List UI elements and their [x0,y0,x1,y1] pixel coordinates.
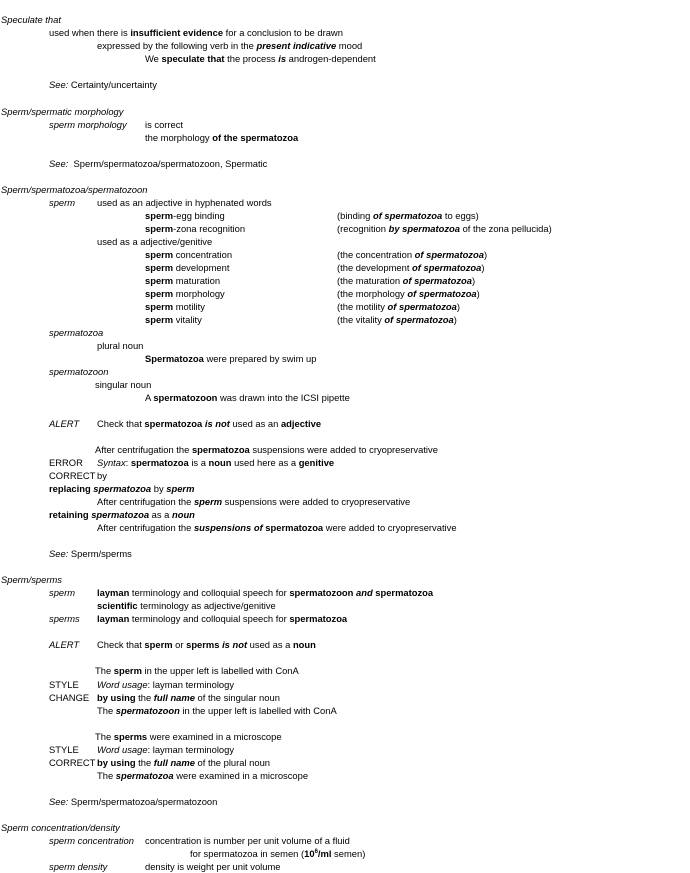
wrong-example: After centrifugation the spermatozoa suspensions were added to cryopreservative [95,444,438,455]
genitive-term: sperm maturation [145,275,221,286]
change-label: CHANGE [49,692,90,703]
alert-label: ALERT [49,639,80,650]
correct-by: by [97,470,107,481]
replacing-example: After centrifugation the sperm suspensions were added to cryopreservative [97,496,411,507]
alert-label: ALERT [49,418,80,429]
see-also-sperms[interactable]: See: Sperm/sperms [49,548,132,559]
term-sperm-concentration: sperm concentration [49,835,134,846]
genitive-term: sperm vitality [145,314,202,325]
wrong-example: The sperm in the upper left is labelled with ConA [95,665,299,676]
right-example: The spermatozoon in the upper left is labelled with ConA [97,705,337,716]
error-label: ERROR [49,457,83,468]
plural-example: Spermatozoa were prepared by swim up [145,353,317,364]
hyphen-term: sperm-zona recognition [145,223,246,234]
style-text: Word usage: layman terminology [97,744,235,755]
change-text: by using the full name of the singular noun [97,692,280,703]
alert-text: Check that sperm or sperms is not used as a noun [97,639,316,650]
term-sperms: sperms [49,613,80,624]
retaining-example: After centrifugation the suspensions of spermatozoa were added to cryopreservative [97,522,457,533]
genitive-gloss: (the concentration of spermatozoa) [337,249,488,260]
hyphen-gloss: (recognition by spermatozoa of the zona pellucida) [337,223,552,234]
definition-line: is correct [145,119,184,130]
genitive-gloss: (the maturation of spermatozoa) [337,275,476,286]
alert-text: Check that spermatozoa is not used as an adjective [97,418,322,429]
hyphen-term: sperm-egg binding [145,210,225,221]
genitive-term: sperm development [145,262,230,273]
definition-line: concentration is number per unit volume of a fluid [145,835,350,846]
genitive-term: sperm motility [145,301,205,312]
style-text: Word usage: layman terminology [97,679,235,690]
singular-noun-label: singular noun [95,379,152,390]
style-label: STYLE [49,679,79,690]
genitive-gloss: (the vitality of spermatozoa) [337,314,457,325]
right-example: The spermatozoa were examined in a microscope [97,770,309,781]
definition-line: scientific terminology as adjective/genitive [97,600,276,611]
entry-heading-spermatozoa: Sperm/spermatozoa/spermatozoon [1,184,148,195]
wrong-example: The sperms were examined in a microscope [95,731,282,742]
entry-heading-speculate: Speculate that [1,14,61,25]
term-sperm: sperm [49,587,76,598]
correct-label: CORRECT [49,470,96,481]
style-label: STYLE [49,744,79,755]
replacing-rule: replacing spermatozoa by sperm [49,483,195,494]
term-sperm-morphology: sperm morphology [49,119,127,130]
genitive-gloss: (the morphology of spermatozoa) [337,288,480,299]
singular-example: A spermatozoon was drawn into the ICSI pipette [145,392,350,403]
term-sperm-density: sperm density [49,861,108,872]
genitive-usage-label: used as a adjective/genitive [97,236,213,247]
example-line: We speculate that the process is androgen-dependent [145,53,376,64]
definition-line: layman terminology and colloquial speech for spermatozoon and spermatozoa [97,587,434,598]
mood-line: expressed by the following verb in the present indicative mood [97,40,363,51]
definition-line: layman terminology and colloquial speech for spermatozoa [97,613,348,624]
error-text: Syntax: spermatozoa is a noun used here as a genitive [97,457,335,468]
genitive-gloss: (the development of spermatozoa) [337,262,485,273]
hyphen-gloss: (binding of spermatozoa to eggs) [337,210,479,221]
see-also-certainty[interactable]: See: Certainty/uncertainty [49,79,157,90]
definition-line: the morphology of the spermatozoa [145,132,299,143]
hyphenated-usage-label: used as an adjective in hyphenated words [97,197,272,208]
entry-heading-concentration: Sperm concentration/density [1,822,120,833]
see-also-sperm-spermatic[interactable]: See: Sperm/spermatozoa/spermatozoon, Spermatic [49,158,268,169]
entry-heading-sperms: Sperm/sperms [1,574,62,585]
entry-heading-morphology: Sperm/spermatic morphology [1,106,124,117]
usage-line: used when there is insufficient evidence for a conclusion to be drawn [49,27,343,38]
genitive-gloss: (the motility of spermatozoa) [337,301,460,312]
correct-label: CORRECT [49,757,96,768]
retaining-rule: retaining spermatozoa as a noun [49,509,195,520]
term-spermatozoa: spermatozoa [49,327,104,338]
see-also-spermatozoa[interactable]: See: Sperm/spermatozoa/spermatozoon [49,796,218,807]
genitive-term: sperm morphology [145,288,225,299]
definition-line: density is weight per unit volume [145,861,281,872]
term-sperm: sperm [49,197,76,208]
definition-line: for spermatozoa in semen ($10^6/ml$ semen) [190,848,366,859]
term-spermatozoon: spermatozoon [49,366,109,377]
genitive-term: sperm concentration [145,249,233,260]
plural-noun-label: plural noun [97,340,144,351]
correct-text: by using the full name of the plural noun [97,757,271,768]
